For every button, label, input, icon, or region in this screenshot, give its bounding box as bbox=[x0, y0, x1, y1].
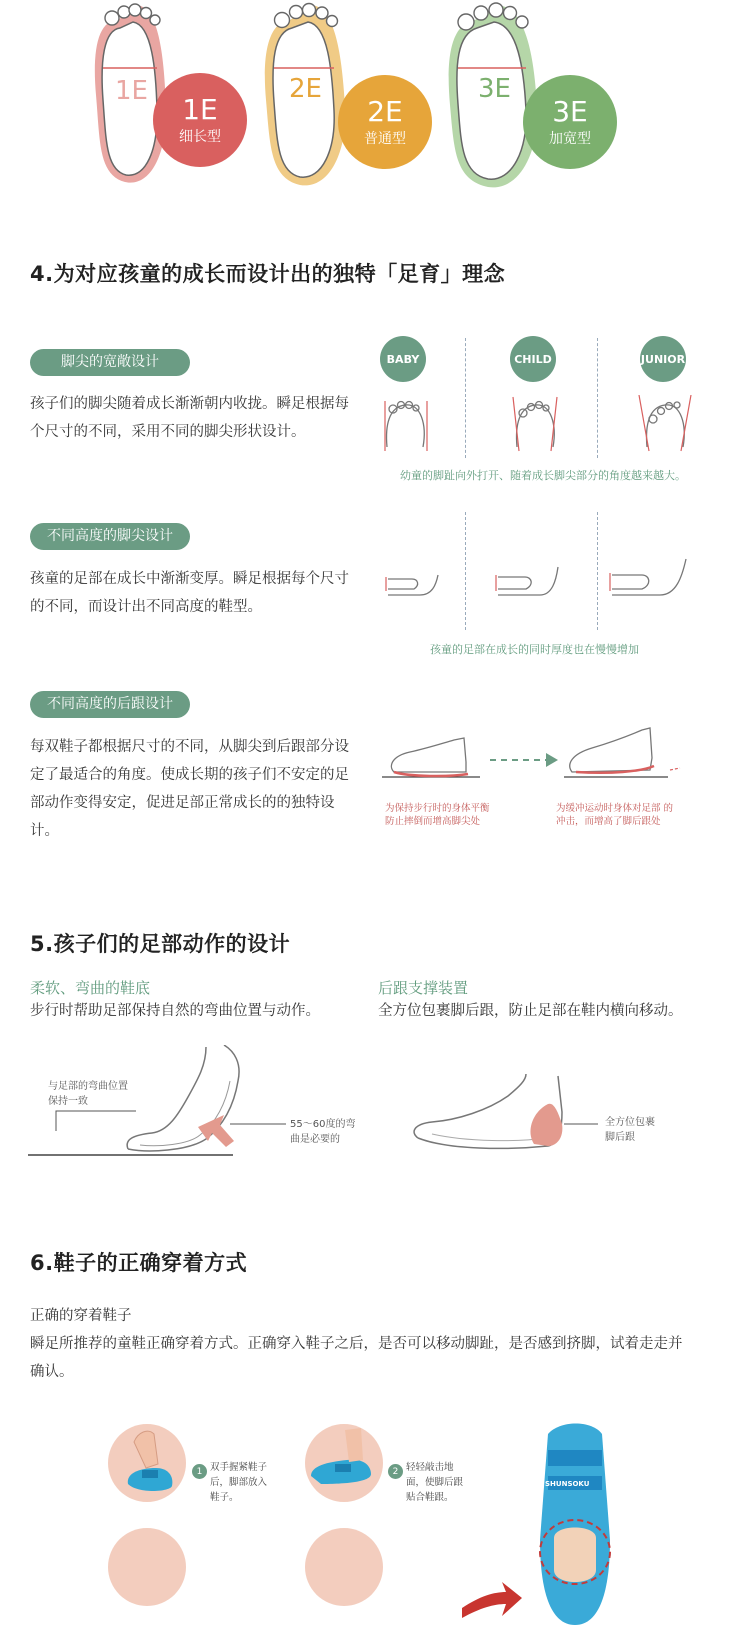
wearing-text: 瞬足所推荐的童鞋正确穿着方式。正确穿入鞋子之后，是否可以移动脚趾，是否感到挤脚，试着走走并确认。 bbox=[30, 1336, 683, 1380]
pill-heel: 不同高度的后跟设计 bbox=[30, 691, 190, 718]
width-badge-1e-label: 1E bbox=[182, 93, 218, 126]
stage-badge-child: CHILD bbox=[510, 336, 556, 382]
shoe-tap-icon bbox=[305, 1424, 383, 1502]
section6-title: 6.鞋子的正确穿着方式 bbox=[30, 1251, 248, 1275]
heel-caption-left: 为保持步行时的身体平衡防止摔倒而增高脚尖处 bbox=[385, 803, 490, 827]
section5-title: 5.孩子们的足部动作的设计 bbox=[30, 932, 291, 956]
width-badge-1e-desc: 细长型 bbox=[179, 129, 221, 145]
step1-number: 1 bbox=[192, 1464, 207, 1479]
foot-width-banner bbox=[0, 0, 750, 220]
toe-shapes-illustration bbox=[375, 395, 705, 455]
width-badge-3e-desc: 加宽型 bbox=[549, 131, 591, 147]
width-badge-2e bbox=[338, 75, 432, 169]
step2-number: 2 bbox=[388, 1464, 403, 1479]
step1-photo bbox=[108, 1424, 186, 1502]
sole-text: 步行时帮助足部保持自然的弯曲位置与动作。 bbox=[30, 1003, 320, 1019]
toe-height-caption: 孩童的足部在成长的同时厚度也在慢慢增加 bbox=[430, 643, 639, 656]
heel-text: 每双鞋子都根据尺寸的不同，从脚尖到后跟部分设定了最适合的角度。使成长期的孩子们不安定的足部动作变得安定，促进足部正常成长的的独特设计。 bbox=[30, 739, 349, 839]
heel-support-text: 全方位包裹脚后跟，防止足部在鞋内横向移动。 bbox=[378, 1003, 683, 1019]
toe-width-text: 孩子们的脚尖随着成长渐渐朝内收拢。瞬足根据每个尺寸的不同，采用不同的脚尖形状设计。 bbox=[30, 396, 349, 440]
toe-width-caption: 幼童的脚趾向外打开、随着成长脚尖部分的角度越来越大。 bbox=[400, 469, 686, 482]
step2-photo bbox=[305, 1424, 383, 1502]
section4-title: 4.为对应孩童的成长而设计出的独特「足育」理念 bbox=[30, 262, 506, 286]
step4-photo bbox=[305, 1528, 383, 1606]
sole-subtitle: 柔软、弯曲的鞋底 bbox=[30, 979, 151, 997]
stage-badge-baby: BABY bbox=[380, 336, 426, 382]
heel-caption-right: 为缓冲运动时身体对足部 的冲击，而增高了脚后跟处 bbox=[556, 803, 674, 827]
toe-height-text: 孩童的足部在成长中渐渐变厚。瞬足根据每个尺寸的不同，而设计出不同高度的鞋型。 bbox=[30, 571, 349, 615]
foot-mark-2e: 2E bbox=[289, 74, 322, 104]
wearing-subtitle: 正确的穿着鞋子 bbox=[30, 1308, 132, 1324]
callout-bend-position: 与足部的弯曲位置保持一致 bbox=[48, 1081, 128, 1107]
heel-support-subtitle: 后跟支撑装置 bbox=[378, 979, 469, 997]
width-badge-3e bbox=[523, 75, 617, 169]
callout-bend-angle: 55～60度的弯曲是必要的 bbox=[290, 1119, 356, 1145]
foot-mark-1e: 1E bbox=[115, 76, 148, 106]
heel-angle-illustration bbox=[380, 722, 700, 784]
width-badge-1e bbox=[153, 73, 247, 167]
step1-text: 双手握紧鞋子后，脚部放入鞋子。 bbox=[210, 1462, 268, 1503]
shoe-hand-icon bbox=[108, 1424, 186, 1502]
stage-badge-junior: JUNIOR bbox=[640, 336, 686, 382]
width-badge-3e-label: 3E bbox=[552, 95, 588, 128]
callout-heel-wrap: 全方位包裹脚后跟 bbox=[605, 1117, 655, 1143]
shoe-brand-label: SHUNSOKU bbox=[545, 1480, 590, 1488]
width-badge-2e-desc: 普通型 bbox=[364, 131, 406, 147]
width-badge-2e-label: 2E bbox=[367, 95, 403, 128]
step2-text: 轻轻敲击地面，使脚后跟贴合鞋跟。 bbox=[406, 1462, 464, 1503]
foot-mark-3e: 3E bbox=[478, 74, 511, 104]
pill-toe-height: 不同高度的脚尖设计 bbox=[30, 523, 190, 550]
pill-toe-width: 脚尖的宽敞设计 bbox=[30, 349, 190, 376]
arrow-right-icon bbox=[462, 1578, 522, 1625]
shoe-top-view bbox=[530, 1420, 620, 1625]
toe-height-illustration bbox=[380, 555, 700, 605]
step3-photo bbox=[108, 1528, 186, 1606]
